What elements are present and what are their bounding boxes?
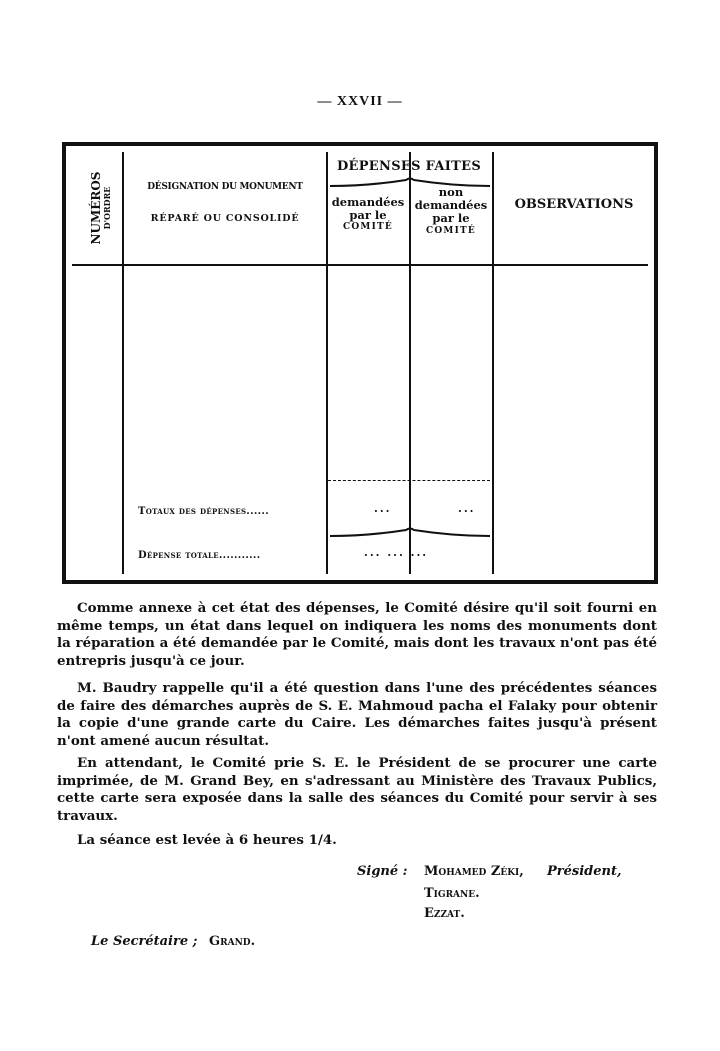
header-observations: OBSERVATIONS: [514, 197, 634, 212]
expense-table: [62, 142, 658, 584]
totals-separator: [328, 480, 490, 481]
paragraph-attendant: En attendant, le Comité prie S. E. le Président de se procurer une carte imprimée, de M. Grand Bey, en s'adressant au Ministère des Travaux Publics, cette carte sera exposée dans la salle des séances du Comité pour servir à ses travaux.: [57, 755, 657, 824]
header-designation: DÉSIGNATION DU MONUMENT RÉPARÉ OU CONSOLIDÉ: [147, 182, 303, 225]
total-label: Dépense totale...........: [138, 550, 261, 561]
president-name: Mohamed Zéki,: [424, 864, 524, 879]
totaux-value-col1: ...: [374, 502, 392, 515]
secretaire-name: Grand.: [209, 934, 256, 949]
paragraph-levee: La séance est levée à 6 heures 1/4.: [77, 832, 337, 848]
secretaire-label: Le Secrétaire ;: [91, 934, 198, 949]
signe-label: Signé :: [357, 864, 408, 879]
paragraph-baudry: M. Baudry rappelle qu'il a été question dans l'une des précédentes séances de faire des démarches auprès de S. E. Mahmoud pacha el Falaky pour obtenir la copie d'une grande carte du Caire. Les démarches faites jusqu'à présent n'ont amené aucun résultat.: [57, 680, 657, 749]
header-non-demandees: non demandées par le COMITÉ: [414, 185, 488, 236]
rule-col-1: [122, 152, 124, 574]
total-brace: [328, 526, 492, 540]
totaux-label: Totaux des dépenses......: [138, 506, 269, 517]
header-numeros: NUMÉROS D'ORDRE: [89, 171, 113, 245]
rule-col-4: [492, 152, 494, 574]
totaux-value-col2: ...: [458, 502, 476, 515]
total-value: ... ... ...: [364, 546, 429, 559]
president-title: Président,: [547, 864, 622, 879]
member-ezzat: Ezzat.: [424, 906, 465, 921]
header-depenses-group: DÉPENSES FAITES: [336, 159, 482, 174]
paragraph-annexe: Comme annexe à cet état des dépenses, le Comité désire qu'il soit fourni en même temps, un état dans lequel on indiquera les noms des monuments dont la réparation a été demandée par le Comité, mais dont les travaux n'ont pas été entrepris jusqu'à ce jour.: [57, 600, 657, 669]
page-folio: — XXVII —: [317, 94, 403, 109]
header-rule: [72, 264, 648, 266]
member-tigrane: Tigrane.: [424, 886, 480, 901]
header-demandees: demandées par le COMITÉ: [331, 195, 405, 233]
